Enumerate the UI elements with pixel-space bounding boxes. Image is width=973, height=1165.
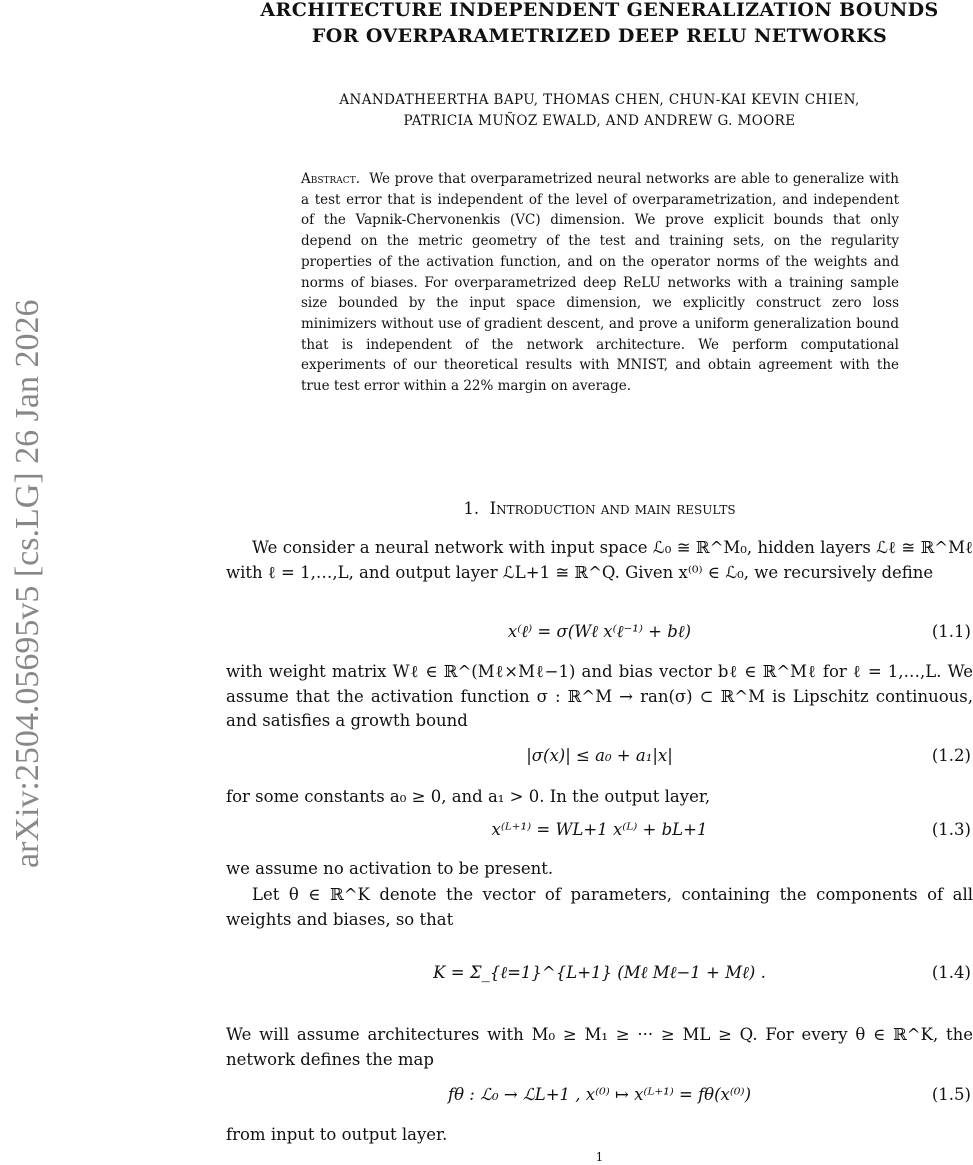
equation-1-4-body: K = Σ_{ℓ=1}^{L+1} (Mℓ Mℓ−1 + Mℓ) . xyxy=(433,963,766,982)
abstract xyxy=(301,169,899,397)
title-line-1: ARCHITECTURE INDEPENDENT GENERALIZATION BOUNDS xyxy=(260,0,939,21)
paragraph-constants: for some constants a₀ ≥ 0, and a₁ > 0. In the output layer, xyxy=(226,787,711,806)
authors-line-2: PATRICIA MUÑOZ EWALD, AND ANDREW G. MOORE xyxy=(403,113,796,129)
equation-1-5-body: fθ : ℒ₀ → ℒL+1 , x⁽⁰⁾ ↦ x⁽ᴸ⁺¹⁾ = fθ(x⁽⁰⁾) xyxy=(447,1085,752,1104)
equation-1-1-number: (1.1) xyxy=(931,622,971,641)
paragraph-architectures: We will assume architectures with M₀ ≥ M₁ ≥ ··· ≥ ML ≥ Q. For every θ ∈ ℝ^K, the network defines the map xyxy=(226,1025,973,1069)
equation-1-5-number: (1.5) xyxy=(931,1085,971,1104)
abstract-label: Abstract. xyxy=(301,171,360,187)
section-title: Introduction and main results xyxy=(489,499,736,518)
equation-1-5 xyxy=(226,1085,973,1115)
equation-1-4-number: (1.4) xyxy=(931,963,971,982)
equation-1-3-number: (1.3) xyxy=(931,820,971,839)
equation-1-3 xyxy=(226,820,973,850)
paragraph-parameters: Let θ ∈ ℝ^K denote the vector of parameters, containing the components of all weights and biases, so that xyxy=(226,885,973,929)
equation-1-2-body: |σ(x)| ≤ a₀ + a₁|x| xyxy=(526,746,673,765)
section-number: 1. xyxy=(463,499,480,518)
page-number: 1 xyxy=(595,1150,604,1164)
section-heading xyxy=(226,499,973,518)
authors-line-1: ANANDATHEERTHA BAPU, THOMAS CHEN, CHUN-KAI KEVIN CHIEN, xyxy=(339,92,860,108)
title-line-2: FOR OVERPARAMETRIZED DEEP RELU NETWORKS xyxy=(311,25,888,47)
paragraph-no-activation: we assume no activation to be present. xyxy=(226,859,554,878)
author-list xyxy=(226,90,973,132)
arxiv-stamp-text: arXiv:2504.05695v5 [cs.LG] 26 Jan 2026 xyxy=(9,299,46,868)
paragraph-weights: with weight matrix Wℓ ∈ ℝ^(Mℓ×Mℓ−1) and bias vector bℓ ∈ ℝ^Mℓ for ℓ = 1,…,L. We assume that the activation function σ : ℝ^M → ran(σ) ⊂ ℝ^M is Lipschitz continuous, and satisfies a growth bound xyxy=(226,662,973,730)
paper-title xyxy=(226,0,973,49)
equation-1-2 xyxy=(226,746,973,776)
equation-1-1-body: x⁽ℓ⁾ = σ(Wℓ x⁽ℓ⁻¹⁾ + bℓ) xyxy=(507,622,692,641)
equation-1-4 xyxy=(226,963,973,993)
paragraph-intro: We consider a neural network with input space ℒ₀ ≅ ℝ^M₀, hidden layers ℒℓ ≅ ℝ^Mℓ with ℓ = 1,…,L, and output layer ℒL+1 ≅ ℝ^Q. Given x⁽⁰⁾ ∈ ℒ₀, we recursively define xyxy=(226,538,973,582)
abstract-text: We prove that overparametrized neural networks are able to generalize with a test error that is independent of the level of overparametrization, and independent of the Vapnik-Chervonenkis (VC) dimension. We prove explicit bounds that only depend on the metric geometry of the test and training sets, on the regularity properties of the activation function, and on the operator norms of the weights and norms of biases. For overparametrized deep ReLU networks with a training sample size bounded by the input space dimension, we explicitly construct zero loss minimizers without use of gradient descent, and prove a uniform generalization bound that is independent of the network architecture. We perform computational experiments of our theoretical results with MNIST, and obtain agreement with the true test error within a 22% margin on average. xyxy=(301,171,899,395)
paragraph-closing: from input to output layer. xyxy=(226,1125,448,1144)
equation-1-1 xyxy=(226,622,973,652)
equation-1-2-number: (1.2) xyxy=(931,746,971,765)
arxiv-stamp xyxy=(0,150,52,870)
equation-1-3-body: x⁽ᴸ⁺¹⁾ = WL+1 x⁽ᴸ⁾ + bL+1 xyxy=(491,820,708,839)
